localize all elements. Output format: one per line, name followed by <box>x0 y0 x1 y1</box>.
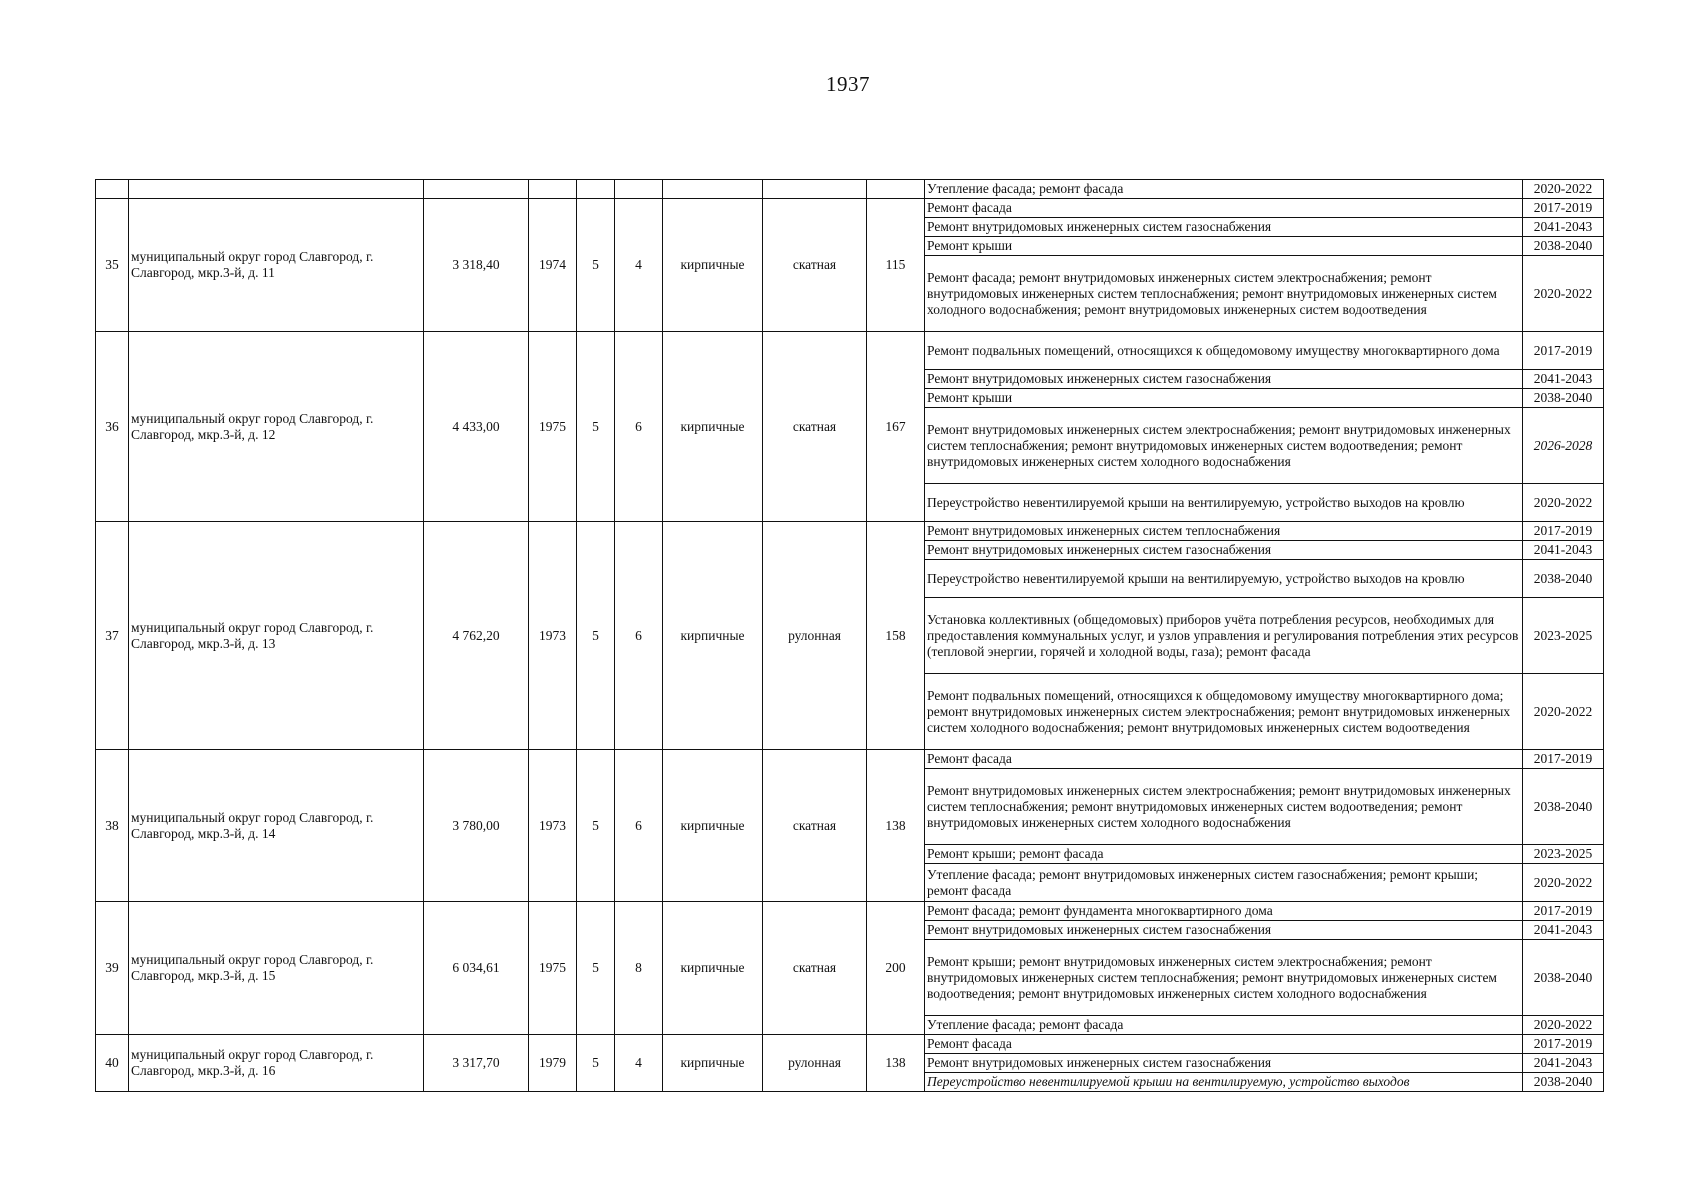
building-walls: кирпичные <box>663 902 763 1035</box>
work-description: Ремонт внутридомовых инженерных систем электроснабжения; ремонт внутридомовых инженерных систем теплоснабжения; ремонт внутридомовых инженерных систем водоотведения; ремонт внутридомовых инженерных систем холодного водоснабжения <box>925 769 1523 845</box>
building-residents: 138 <box>867 1035 925 1092</box>
work-period: 2023-2025 <box>1523 598 1604 674</box>
work-row <box>96 522 1604 541</box>
work-description: Ремонт фасада <box>925 1035 1523 1054</box>
work-description: Утепление фасада; ремонт фасада <box>925 1016 1523 1035</box>
building-area: 3 318,40 <box>424 199 529 332</box>
work-description: Ремонт внутридомовых инженерных систем газоснабжения <box>925 218 1523 237</box>
work-description: Ремонт подвальных помещений, относящихся к общедомовому имуществу многоквартирного дома <box>925 332 1523 370</box>
building-area: 3 780,00 <box>424 750 529 902</box>
work-description: Переустройство невентилируемой крыши на вентилируемую, устройство выходов <box>925 1073 1523 1092</box>
building-year: 1975 <box>529 332 577 522</box>
work-description: Ремонт внутридомовых инженерных систем газоснабжения <box>925 541 1523 560</box>
work-period: 2041-2043 <box>1523 541 1604 560</box>
building-year: 1973 <box>529 750 577 902</box>
building-address: муниципальный округ город Славгород, г. Славгород, мкр.3-й, д. 15 <box>129 902 424 1035</box>
building-roof: скатная <box>763 332 867 522</box>
building-roof: рулонная <box>763 1035 867 1092</box>
building-entrances: 8 <box>615 902 663 1035</box>
building-entrances: 4 <box>615 1035 663 1092</box>
building-floors: 5 <box>577 199 615 332</box>
work-description: Ремонт внутридомовых инженерных систем газоснабжения <box>925 1054 1523 1073</box>
work-period: 2041-2043 <box>1523 218 1604 237</box>
work-period: 2041-2043 <box>1523 921 1604 940</box>
work-row <box>96 332 1604 370</box>
empty-cell <box>867 180 925 199</box>
work-description: Ремонт фасада; ремонт внутридомовых инженерных систем электроснабжения; ремонт внутридомовых инженерных систем теплоснабжения; ремонт внутридомовых инженерных систем холодного водоснабжения; ремонт внутридомовых инженерных систем водоотведения <box>925 256 1523 332</box>
empty-cell <box>96 180 129 199</box>
empty-cell <box>129 180 424 199</box>
building-entrances: 6 <box>615 522 663 750</box>
work-row <box>96 199 1604 218</box>
building-year: 1974 <box>529 199 577 332</box>
building-floors: 5 <box>577 750 615 902</box>
building-address: муниципальный округ город Славгород, г. Славгород, мкр.3-й, д. 12 <box>129 332 424 522</box>
work-period: 2020-2022 <box>1523 180 1604 199</box>
work-row <box>96 902 1604 921</box>
work-period: 2041-2043 <box>1523 1054 1604 1073</box>
work-period: 2038-2040 <box>1523 237 1604 256</box>
work-description: Ремонт крыши <box>925 389 1523 408</box>
work-period: 2017-2019 <box>1523 1035 1604 1054</box>
work-description: Переустройство невентилируемой крыши на вентилируемую, устройство выходов на кровлю <box>925 560 1523 598</box>
building-year: 1973 <box>529 522 577 750</box>
building-residents: 200 <box>867 902 925 1035</box>
work-description: Ремонт внутридомовых инженерных систем газоснабжения <box>925 921 1523 940</box>
work-description: Утепление фасада; ремонт внутридомовых инженерных систем газоснабжения; ремонт крыши; ремонт фасада <box>925 864 1523 902</box>
work-description: Ремонт фасада <box>925 750 1523 769</box>
work-period: 2038-2040 <box>1523 389 1604 408</box>
building-roof: скатная <box>763 750 867 902</box>
empty-cell <box>663 180 763 199</box>
building-walls: кирпичные <box>663 522 763 750</box>
building-year: 1975 <box>529 902 577 1035</box>
building-number: 40 <box>96 1035 129 1092</box>
building-floors: 5 <box>577 332 615 522</box>
building-area: 3 317,70 <box>424 1035 529 1092</box>
work-period: 2038-2040 <box>1523 560 1604 598</box>
building-residents: 167 <box>867 332 925 522</box>
top-continuation-row <box>96 180 1604 199</box>
work-description: Ремонт внутридомовых инженерных систем теплоснабжения <box>925 522 1523 541</box>
empty-cell <box>615 180 663 199</box>
work-period: 2038-2040 <box>1523 1073 1604 1092</box>
work-description: Переустройство невентилируемой крыши на вентилируемую, устройство выходов на кровлю <box>925 484 1523 522</box>
table-body <box>96 180 1604 1092</box>
page-number: 1937 <box>826 72 870 96</box>
building-area: 4 433,00 <box>424 332 529 522</box>
empty-cell <box>529 180 577 199</box>
building-residents: 138 <box>867 750 925 902</box>
building-entrances: 6 <box>615 332 663 522</box>
building-entrances: 4 <box>615 199 663 332</box>
work-description: Ремонт внутридомовых инженерных систем электроснабжения; ремонт внутридомовых инженерных систем теплоснабжения; ремонт внутридомовых инженерных систем водоотведения; ремонт внутридомовых инженерных систем холодного водоснабжения <box>925 408 1523 484</box>
building-area: 6 034,61 <box>424 902 529 1035</box>
building-number: 39 <box>96 902 129 1035</box>
work-period: 2017-2019 <box>1523 332 1604 370</box>
work-period: 2020-2022 <box>1523 484 1604 522</box>
work-period: 2038-2040 <box>1523 769 1604 845</box>
work-period: 2017-2019 <box>1523 902 1604 921</box>
work-period: 2038-2040 <box>1523 940 1604 1016</box>
work-period: 2020-2022 <box>1523 674 1604 750</box>
building-residents: 115 <box>867 199 925 332</box>
building-number: 36 <box>96 332 129 522</box>
building-residents: 158 <box>867 522 925 750</box>
building-walls: кирпичные <box>663 332 763 522</box>
work-row <box>96 750 1604 769</box>
building-roof: рулонная <box>763 522 867 750</box>
building-number: 38 <box>96 750 129 902</box>
empty-cell <box>577 180 615 199</box>
work-period: 2017-2019 <box>1523 750 1604 769</box>
building-walls: кирпичные <box>663 199 763 332</box>
work-description: Ремонт крыши; ремонт внутридомовых инженерных систем электроснабжения; ремонт внутридомовых инженерных систем теплоснабжения; ремонт внутридомовых инженерных систем водоотведения; ремонт внутридомовых инженерных систем холодного водоснабжения <box>925 940 1523 1016</box>
work-description: Ремонт фасада; ремонт фундамента многоквартирного дома <box>925 902 1523 921</box>
work-period: 2020-2022 <box>1523 864 1604 902</box>
building-area: 4 762,20 <box>424 522 529 750</box>
work-description: Ремонт фасада <box>925 199 1523 218</box>
work-description: Ремонт крыши; ремонт фасада <box>925 845 1523 864</box>
building-address: муниципальный округ город Славгород, г. Славгород, мкр.3-й, д. 14 <box>129 750 424 902</box>
work-row <box>96 1035 1604 1054</box>
work-period: 2017-2019 <box>1523 199 1604 218</box>
building-roof: скатная <box>763 902 867 1035</box>
work-period: 2041-2043 <box>1523 370 1604 389</box>
empty-cell <box>424 180 529 199</box>
repair-schedule-table <box>95 179 1604 1092</box>
work-period: 2026-2028 <box>1523 408 1604 484</box>
building-address: муниципальный округ город Славгород, г. Славгород, мкр.3-й, д. 13 <box>129 522 424 750</box>
building-walls: кирпичные <box>663 750 763 902</box>
work-description: Установка коллективных (общедомовых) приборов учёта потребления ресурсов, необходимых для предоставления коммунальных услуг, и узлов управления и регулирования потребления этих ресурсов (тепловой энергии, горячей и холодной воды, газа); ремонт фасада <box>925 598 1523 674</box>
work-description: Ремонт внутридомовых инженерных систем газоснабжения <box>925 370 1523 389</box>
building-year: 1979 <box>529 1035 577 1092</box>
building-number: 37 <box>96 522 129 750</box>
building-walls: кирпичные <box>663 1035 763 1092</box>
work-description: Ремонт подвальных помещений, относящихся к общедомовому имуществу многоквартирного дома; ремонт внутридомовых инженерных систем электроснабжения; ремонт внутридомовых инженерных систем холодного водоснабжения; ремонт внутридомовых инженерных систем водоотведения <box>925 674 1523 750</box>
work-description: Утепление фасада; ремонт фасада <box>925 180 1523 199</box>
empty-cell <box>763 180 867 199</box>
building-number: 35 <box>96 199 129 332</box>
building-entrances: 6 <box>615 750 663 902</box>
building-roof: скатная <box>763 199 867 332</box>
work-period: 2020-2022 <box>1523 1016 1604 1035</box>
work-period: 2017-2019 <box>1523 522 1604 541</box>
building-address: муниципальный округ город Славгород, г. Славгород, мкр.3-й, д. 16 <box>129 1035 424 1092</box>
building-floors: 5 <box>577 1035 615 1092</box>
building-floors: 5 <box>577 902 615 1035</box>
building-address: муниципальный округ город Славгород, г. Славгород, мкр.3-й, д. 11 <box>129 199 424 332</box>
work-period: 2023-2025 <box>1523 845 1604 864</box>
work-description: Ремонт крыши <box>925 237 1523 256</box>
building-floors: 5 <box>577 522 615 750</box>
work-period: 2020-2022 <box>1523 256 1604 332</box>
